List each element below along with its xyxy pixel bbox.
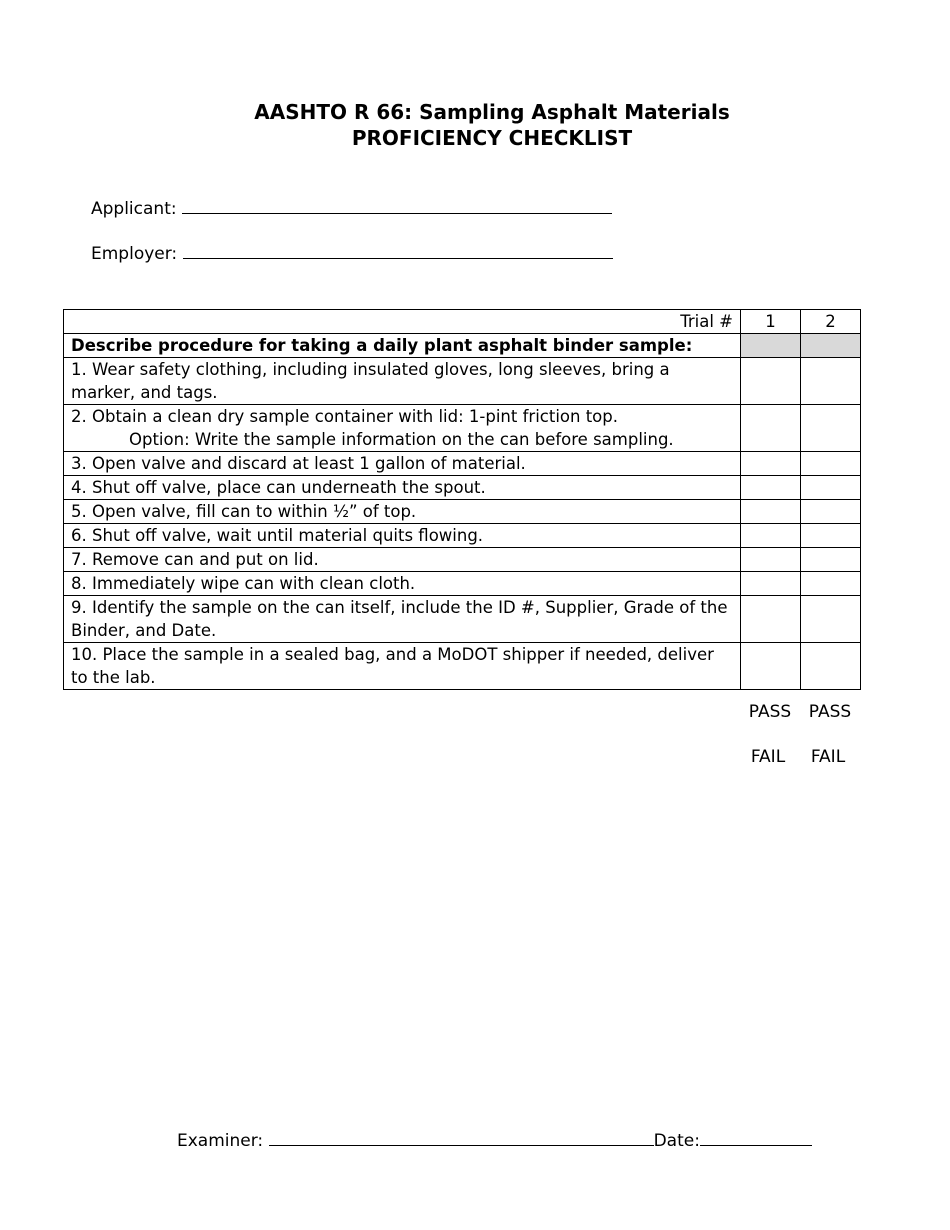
section-heading-row [64, 334, 861, 358]
trial-number-1: 1 [741, 310, 801, 334]
table-row [64, 358, 861, 405]
examiner-blank[interactable] [269, 1129, 654, 1146]
page-title: AASHTO R 66: Sampling Asphalt Materials [254, 100, 730, 124]
date-label: Date: [653, 1131, 700, 1151]
table-row [64, 405, 861, 452]
examiner-signature-line[interactable] [177, 1129, 812, 1151]
trial-2-checkbox[interactable] [801, 643, 861, 690]
trial-2-checkbox[interactable] [801, 405, 861, 452]
trial-1-checkbox[interactable] [741, 572, 801, 596]
table-row [64, 643, 861, 690]
examiner-label: Examiner: [177, 1131, 264, 1151]
step-text: 3. Open valve and discard at least 1 gallon of material. [64, 452, 741, 476]
table-row [64, 452, 861, 476]
applicant-label: Applicant: [91, 199, 177, 219]
trial-1-checkbox[interactable] [741, 476, 801, 500]
employer-label: Employer: [91, 244, 178, 264]
step-text: 8. Immediately wipe can with clean cloth. [64, 572, 741, 596]
table-row [64, 572, 861, 596]
trial-number-2: 2 [801, 310, 861, 334]
step-text: 2. Obtain a clean dry sample container with lid: 1-pint friction top. [71, 407, 618, 426]
trial-1-checkbox[interactable] [741, 405, 801, 452]
table-row [64, 500, 861, 524]
trial-2-checkbox[interactable] [801, 572, 861, 596]
applicant-blank[interactable] [182, 197, 612, 214]
table-row [64, 596, 861, 643]
trial-1-checkbox[interactable] [741, 596, 801, 643]
trial-2-checkbox[interactable] [801, 500, 861, 524]
step-text: 5. Open valve, fill can to within ½” of top. [64, 500, 741, 524]
employer-field[interactable] [91, 242, 613, 264]
trial-1-pass-option[interactable]: PASS [748, 702, 792, 722]
step-text: 4. Shut off valve, place can underneath the spout. [64, 476, 741, 500]
shaded-cell [741, 334, 801, 358]
shaded-cell [801, 334, 861, 358]
trial-1-checkbox[interactable] [741, 500, 801, 524]
trial-2-checkbox[interactable] [801, 548, 861, 572]
trial-2-checkbox[interactable] [801, 476, 861, 500]
trial-label: Trial # [64, 310, 741, 334]
trial-1-checkbox[interactable] [741, 524, 801, 548]
trial-2-fail-option[interactable]: FAIL [810, 747, 846, 767]
step-text: 6. Shut off valve, wait until material quits flowing. [64, 524, 741, 548]
trial-2-checkbox[interactable] [801, 452, 861, 476]
table-row [64, 476, 861, 500]
table-row [64, 524, 861, 548]
page-subtitle: PROFICIENCY CHECKLIST [351, 126, 633, 150]
section-heading: Describe procedure for taking a daily plant asphalt binder sample: [64, 334, 741, 358]
applicant-field[interactable] [91, 197, 612, 219]
step-text: 1. Wear safety clothing, including insulated gloves, long sleeves, bring a marker, and tags. [64, 358, 741, 405]
trial-2-pass-option[interactable]: PASS [808, 702, 852, 722]
trial-1-checkbox[interactable] [741, 452, 801, 476]
trial-1-checkbox[interactable] [741, 548, 801, 572]
step-cell [64, 405, 741, 452]
trial-2-checkbox[interactable] [801, 524, 861, 548]
step-text: 10. Place the sample in a sealed bag, and a MoDOT shipper if needed, deliver to the lab. [64, 643, 741, 690]
step-option-text: Option: Write the sample information on the can before sampling. [129, 430, 674, 449]
trial-1-checkbox[interactable] [741, 643, 801, 690]
date-blank[interactable] [700, 1129, 812, 1146]
employer-blank[interactable] [183, 242, 613, 259]
step-text: 9. Identify the sample on the can itself, include the ID #, Supplier, Grade of the Binder, and Date. [64, 596, 741, 643]
trial-1-checkbox[interactable] [741, 358, 801, 405]
trial-2-checkbox[interactable] [801, 596, 861, 643]
table-row [64, 548, 861, 572]
proficiency-checklist-table [63, 309, 861, 690]
trial-header-row [64, 310, 861, 334]
step-text: 7. Remove can and put on lid. [64, 548, 741, 572]
trial-1-fail-option[interactable]: FAIL [750, 747, 786, 767]
trial-2-checkbox[interactable] [801, 358, 861, 405]
